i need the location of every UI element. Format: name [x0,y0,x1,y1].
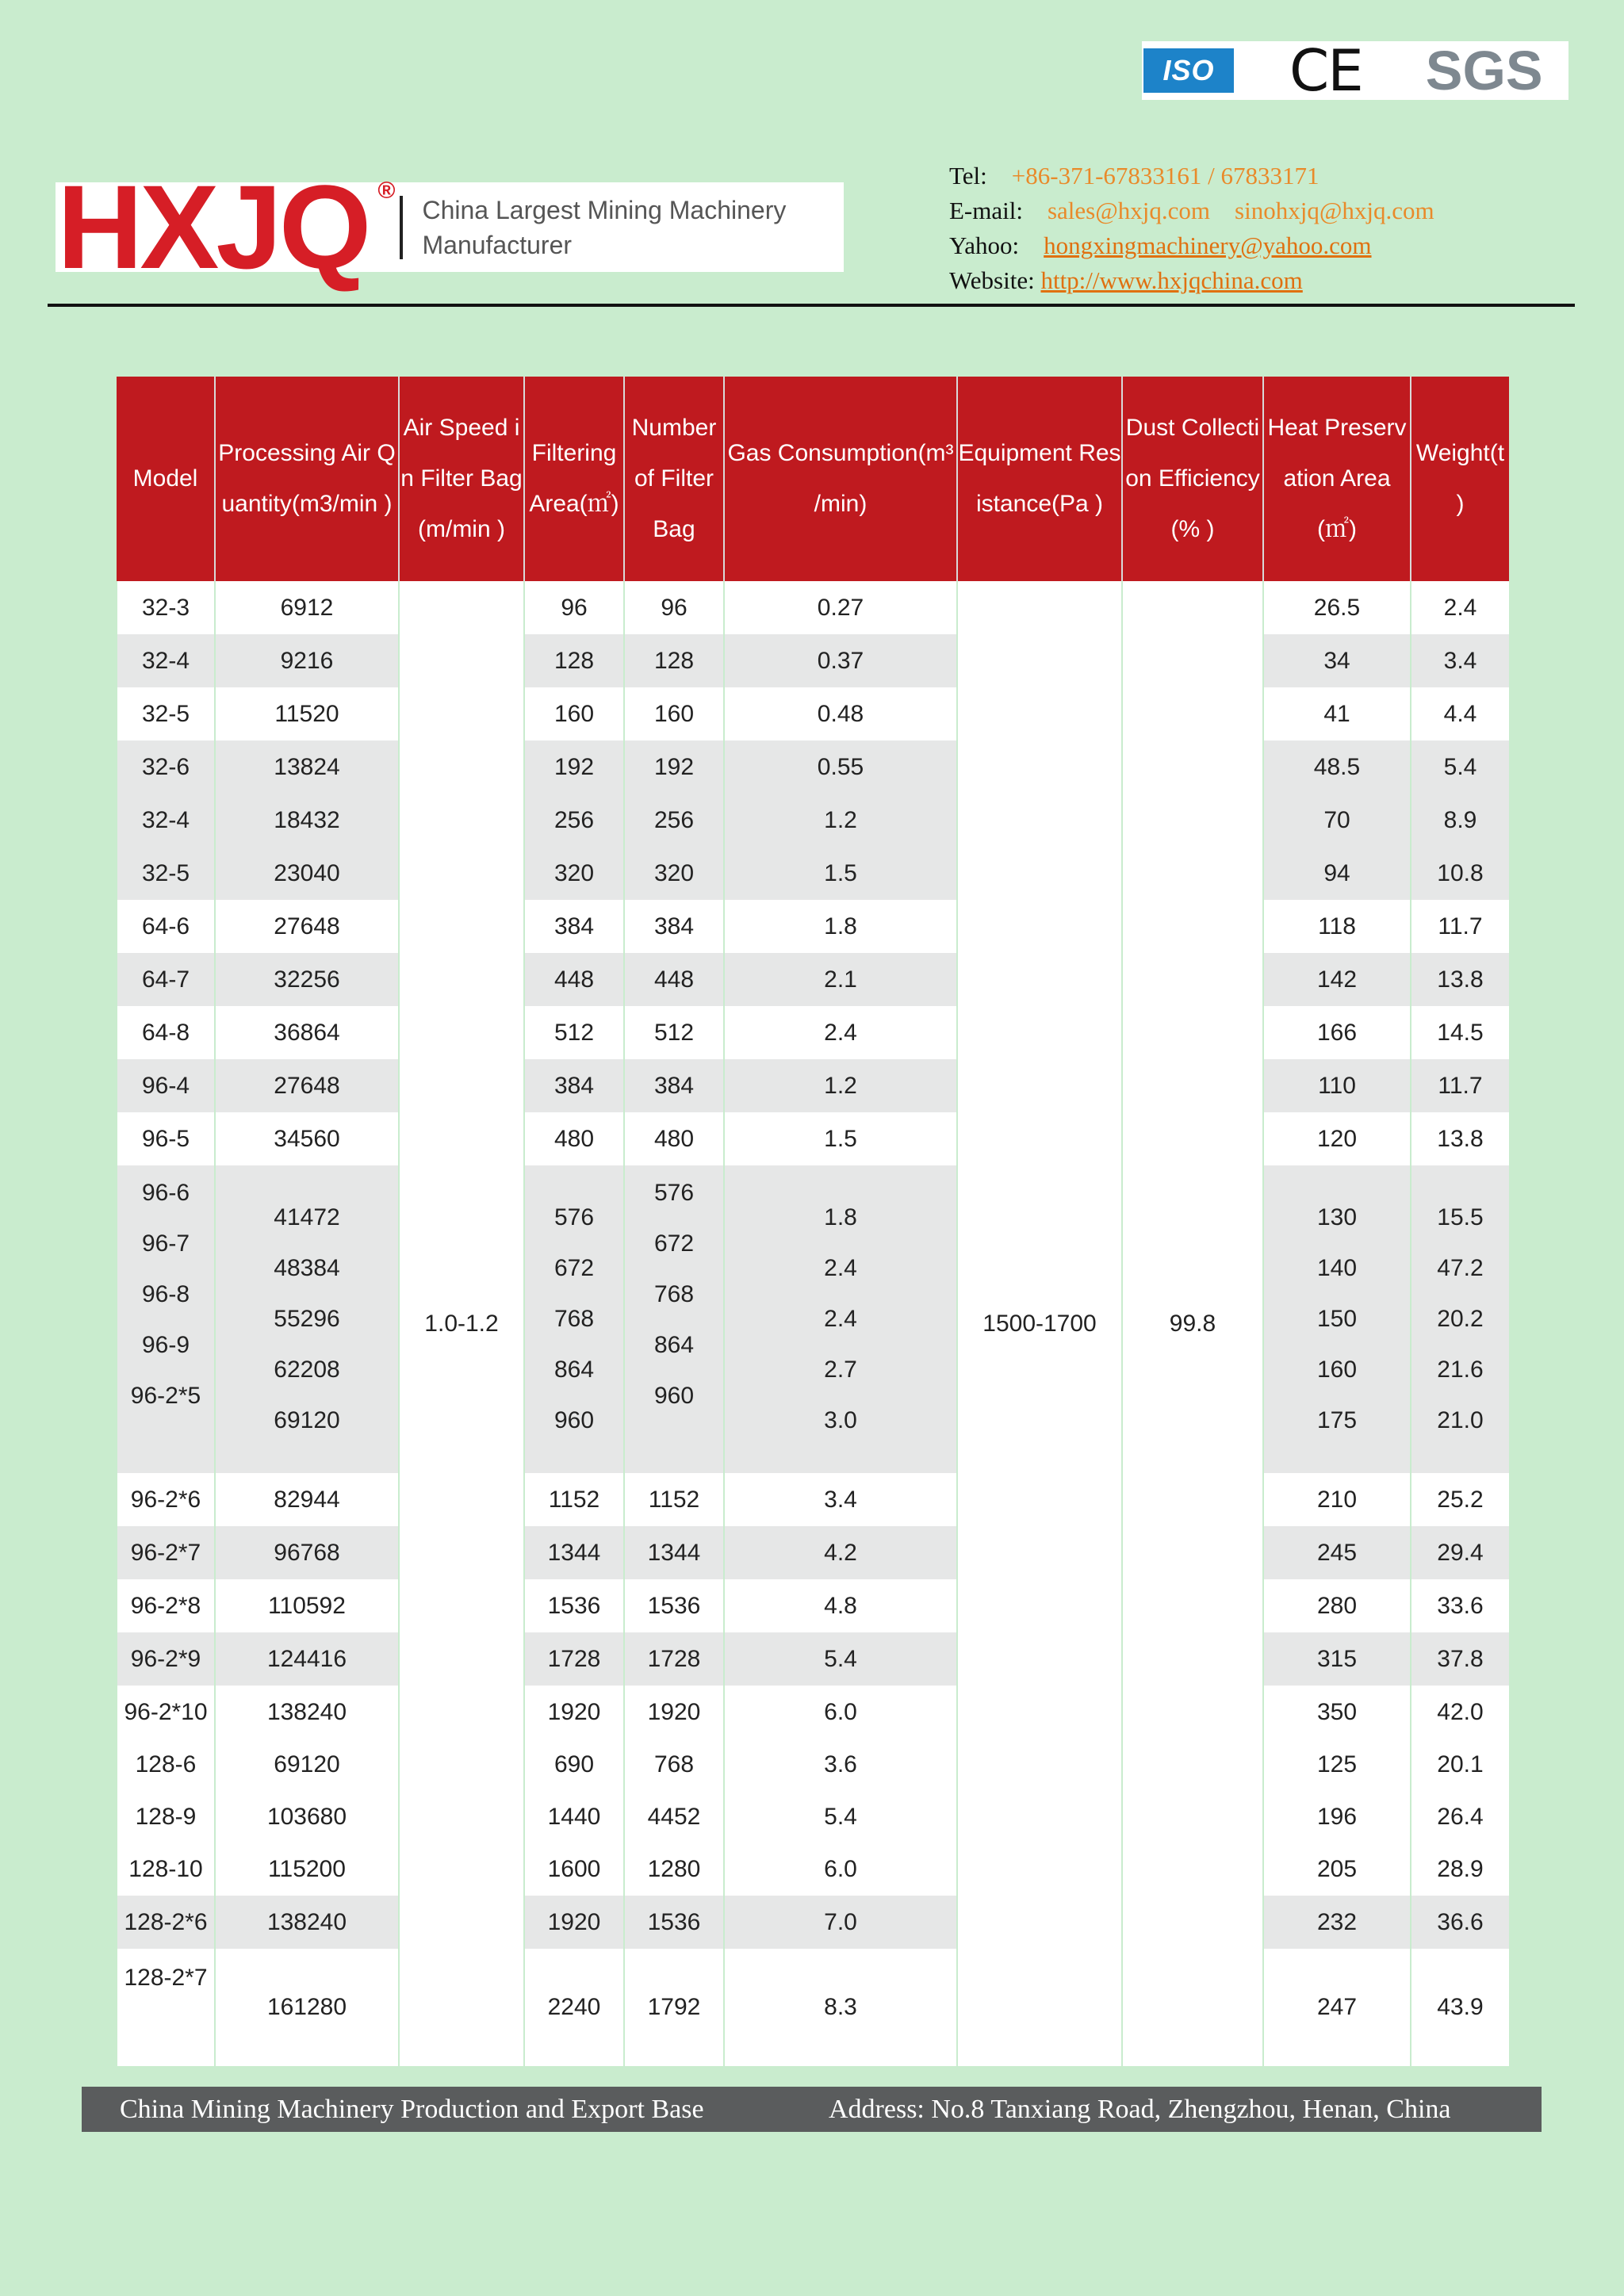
cell-model-group: 96-6 96-7 96-8 96-9 96-2*5 [117,1165,215,1473]
cell-bags: 320 [624,847,724,900]
cell-heat: 125 [1263,1739,1411,1791]
header-efficiency: Dust Collection Efficiency(% ) [1122,377,1263,581]
cell-weight: 37.8 [1411,1632,1509,1686]
table-row [117,1739,1509,1791]
cell-bags: 192 [624,740,724,794]
cell-gas: 1.2 [724,794,957,847]
header-resistance: Equipment Resistance(Pa ) [957,377,1122,581]
cell-air: 32256 [215,953,399,1006]
header-model: Model [117,377,215,581]
cell-model: 128-9 [117,1791,215,1843]
cell-air-speed: 1.0-1.2 [399,581,524,2066]
cell-weight: 36.6 [1411,1896,1509,1949]
cell-weight: 13.8 [1411,953,1509,1006]
header-divider [48,304,1575,307]
sgs-logo: SGS [1425,40,1543,101]
cell-heat: 247 [1263,1949,1411,2066]
cell-area: 690 [524,1739,624,1791]
table-row [117,634,1509,687]
cell-bags: 1728 [624,1632,724,1686]
cell-heat: 94 [1263,847,1411,900]
table-row [117,794,1509,847]
cell-bags: 1536 [624,1579,724,1632]
cell-model: 96-2*8 [117,1579,215,1632]
cell-bags: 256 [624,794,724,847]
cell-model: 32-4 [117,794,215,847]
cell-weight: 33.6 [1411,1579,1509,1632]
cell-bags: 384 [624,900,724,953]
spec-table [116,377,1509,2066]
header-weight: Weight(t ) [1411,377,1509,581]
cell-heat-group: 130 140 150 160 175 [1263,1165,1411,1473]
cell-bags: 768 [624,1739,724,1791]
cell-weight: 14.5 [1411,1006,1509,1059]
contact-info [949,159,1434,298]
table-row [117,1791,1509,1843]
cell-heat: 41 [1263,687,1411,740]
slogan [422,193,786,262]
header-air-quantity: Processing Air Quantity(m3/min ) [215,377,399,581]
cell-weight: 13.8 [1411,1112,1509,1165]
table-row [117,1112,1509,1165]
table-header-row [117,377,1509,581]
cell-weight: 11.7 [1411,1059,1509,1112]
cell-heat: 245 [1263,1526,1411,1579]
cell-bags: 448 [624,953,724,1006]
website-line [949,263,1434,298]
cell-model: 128-2*6 [117,1896,215,1949]
company-logo [56,160,844,293]
cell-gas: 1.5 [724,847,957,900]
cell-air: 6912 [215,581,399,634]
cell-air: 11520 [215,687,399,740]
cell-bags: 512 [624,1006,724,1059]
ce-mark: CE [1289,37,1362,104]
table-row-group [117,1165,1509,1473]
cell-area: 1920 [524,1686,624,1739]
cell-heat: 205 [1263,1843,1411,1896]
cell-weight: 29.4 [1411,1526,1509,1579]
cell-area: 448 [524,953,624,1006]
cell-weight: 25.2 [1411,1473,1509,1526]
cell-area: 1920 [524,1896,624,1949]
footer-bar [82,2087,1542,2132]
cell-weight: 20.1 [1411,1739,1509,1791]
cell-model: 96-5 [117,1112,215,1165]
cell-bags: 128 [624,634,724,687]
table-row [117,1006,1509,1059]
cell-gas: 1.8 [724,900,957,953]
cell-bags-group: 576 672 768 864 960 [624,1165,724,1473]
cell-weight: 11.7 [1411,900,1509,953]
cell-heat: 34 [1263,634,1411,687]
cell-heat: 315 [1263,1632,1411,1686]
cell-gas: 1.2 [724,1059,957,1112]
cell-area: 128 [524,634,624,687]
header-gas-consumption: Gas Consumption(m³ /min) [724,377,957,581]
cell-bags: 384 [624,1059,724,1112]
cell-gas: 0.27 [724,581,957,634]
cell-heat: 48.5 [1263,740,1411,794]
header-filtering-area: Filtering Area(㎡) [524,377,624,581]
cell-bags: 1280 [624,1843,724,1896]
table-row [117,953,1509,1006]
cell-model: 96-2*10 [117,1686,215,1739]
email-label: E-mail: [949,197,1023,224]
cell-air: 138240 [215,1896,399,1949]
cell-heat: 110 [1263,1059,1411,1112]
email-line [949,193,1434,228]
cell-weight-group: 15.5 47.2 20.2 21.6 21.0 [1411,1165,1509,1473]
cell-gas: 4.8 [724,1579,957,1632]
cell-area: 1536 [524,1579,624,1632]
footer-address: Address: No.8 Tanxiang Road, Zhengzhou, Henan, China [829,2095,1451,2124]
cell-bags: 1344 [624,1526,724,1579]
cell-model: 96-2*7 [117,1526,215,1579]
cell-area: 384 [524,1059,624,1112]
cell-weight: 42.0 [1411,1686,1509,1739]
cell-air: 27648 [215,1059,399,1112]
logo-divider [400,196,403,259]
cell-air: 18432 [215,794,399,847]
cell-model: 96-2*9 [117,1632,215,1686]
cell-gas: 3.4 [724,1473,957,1526]
cell-gas: 1.5 [724,1112,957,1165]
cell-air: 110592 [215,1579,399,1632]
cell-area: 1728 [524,1632,624,1686]
cell-area: 512 [524,1006,624,1059]
cell-air: 9216 [215,634,399,687]
table-row [117,847,1509,900]
website-link[interactable]: http://www.hxjqchina.com [1040,266,1303,294]
cell-air: 13824 [215,740,399,794]
cell-weight: 3.4 [1411,634,1509,687]
cell-model: 96-2*6 [117,1473,215,1526]
cell-air: 23040 [215,847,399,900]
cell-weight: 4.4 [1411,687,1509,740]
cell-heat: 280 [1263,1579,1411,1632]
cell-air-group: 41472 48384 55296 62208 69120 [215,1165,399,1473]
yahoo-line [949,228,1434,263]
cell-gas-group: 1.8 2.4 2.4 2.7 3.0 [724,1165,957,1473]
cell-heat: 232 [1263,1896,1411,1949]
cell-area: 160 [524,687,624,740]
cell-bags: 4452 [624,1791,724,1843]
cell-bags: 1152 [624,1473,724,1526]
cell-model: 64-8 [117,1006,215,1059]
table-row [117,1686,1509,1739]
cell-air: 82944 [215,1473,399,1526]
tel-line [949,159,1434,193]
cell-gas: 0.55 [724,740,957,794]
table-row [117,1632,1509,1686]
cell-model: 96-4 [117,1059,215,1112]
cell-air: 161280 [215,1949,399,2066]
cell-area: 480 [524,1112,624,1165]
cell-area: 96 [524,581,624,634]
tel-label: Tel: [949,162,987,189]
cell-model: 32-6 [117,740,215,794]
cell-bags: 1536 [624,1896,724,1949]
table-row [117,581,1509,634]
brand-name: HXJQ ® [57,182,368,272]
cell-heat: 166 [1263,1006,1411,1059]
cell-area: 320 [524,847,624,900]
cell-gas: 5.4 [724,1632,957,1686]
cell-gas: 5.4 [724,1791,957,1843]
cell-model: 128-2*7 [117,1949,215,2066]
cell-weight: 43.9 [1411,1949,1509,2066]
table-row [117,1579,1509,1632]
cell-air: 34560 [215,1112,399,1165]
cell-model: 128-6 [117,1739,215,1791]
cell-gas: 6.0 [724,1686,957,1739]
cell-air: 138240 [215,1686,399,1739]
header-air-speed: Air Speed in Filter Bag(m/min ) [399,377,524,581]
cell-model: 32-5 [117,687,215,740]
table-row [117,1896,1509,1949]
cell-area: 1600 [524,1843,624,1896]
cell-weight: 26.4 [1411,1791,1509,1843]
cell-area: 256 [524,794,624,847]
cell-bags: 160 [624,687,724,740]
table-row [117,1473,1509,1526]
cell-heat: 196 [1263,1791,1411,1843]
cell-area: 1344 [524,1526,624,1579]
cell-gas: 6.0 [724,1843,957,1896]
cell-area: 1152 [524,1473,624,1526]
table-row [117,740,1509,794]
header-filter-bags: Number of Filter Bag [624,377,724,581]
cell-gas: 3.6 [724,1739,957,1791]
cell-area: 384 [524,900,624,953]
header-heat-area: Heat Preservation Area(㎡) [1263,377,1411,581]
cell-resistance: 1500-1700 [957,581,1122,2066]
cell-gas: 2.4 [724,1006,957,1059]
cell-model: 64-7 [117,953,215,1006]
cell-area: 192 [524,740,624,794]
footer-left: China Mining Machinery Production and Export Base [120,2095,704,2124]
table-row [117,900,1509,953]
cell-model: 32-3 [117,581,215,634]
cell-bags: 480 [624,1112,724,1165]
cell-air: 96768 [215,1526,399,1579]
cell-heat: 70 [1263,794,1411,847]
cell-heat: 120 [1263,1112,1411,1165]
yahoo-link[interactable]: hongxingmachinery@yahoo.com [1044,232,1372,259]
cell-weight: 2.4 [1411,581,1509,634]
cell-air: 103680 [215,1791,399,1843]
certification-logos [1142,37,1568,104]
website-label: Website: [949,266,1035,294]
registered-mark: ® [377,178,393,204]
cell-air: 69120 [215,1739,399,1791]
cell-area-group: 576 672 768 864 960 [524,1165,624,1473]
yahoo-label: Yahoo: [949,232,1020,259]
cell-air: 124416 [215,1632,399,1686]
cell-heat: 350 [1263,1686,1411,1739]
cell-gas: 4.2 [724,1526,957,1579]
iso-logo: ISO [1143,48,1234,93]
cell-area: 1440 [524,1791,624,1843]
cell-gas: 0.37 [724,634,957,687]
slogan-line-2: Manufacturer [422,230,573,259]
cell-weight: 5.4 [1411,740,1509,794]
cell-weight: 8.9 [1411,794,1509,847]
cell-gas: 2.1 [724,953,957,1006]
slogan-line-1: China Largest Mining Machinery [422,195,787,224]
table-row [117,1843,1509,1896]
cell-heat: 118 [1263,900,1411,953]
cell-weight: 28.9 [1411,1843,1509,1896]
cell-bags: 96 [624,581,724,634]
table-row [117,1059,1509,1112]
cell-weight: 10.8 [1411,847,1509,900]
cell-gas: 8.3 [724,1949,957,2066]
cell-model: 32-4 [117,634,215,687]
table-row [117,687,1509,740]
cell-model: 64-6 [117,900,215,953]
cell-heat: 26.5 [1263,581,1411,634]
cell-model: 128-10 [117,1843,215,1896]
cell-gas: 0.48 [724,687,957,740]
cell-model: 32-5 [117,847,215,900]
tel-value: +86-371-67833161 / 67833171 [1011,162,1320,189]
cell-bags: 1792 [624,1949,724,2066]
table-row [117,1526,1509,1579]
email-value-2: sinohxjq@hxjq.com [1235,197,1434,224]
cell-gas: 7.0 [724,1896,957,1949]
table-row [117,1949,1509,2066]
cell-area: 2240 [524,1949,624,2066]
cell-efficiency: 99.8 [1122,581,1263,2066]
cell-heat: 210 [1263,1473,1411,1526]
cell-bags: 1920 [624,1686,724,1739]
email-value-1: sales@hxjq.com [1047,197,1211,224]
cell-heat: 142 [1263,953,1411,1006]
cell-air: 115200 [215,1843,399,1896]
cell-air: 27648 [215,900,399,953]
cell-air: 36864 [215,1006,399,1059]
